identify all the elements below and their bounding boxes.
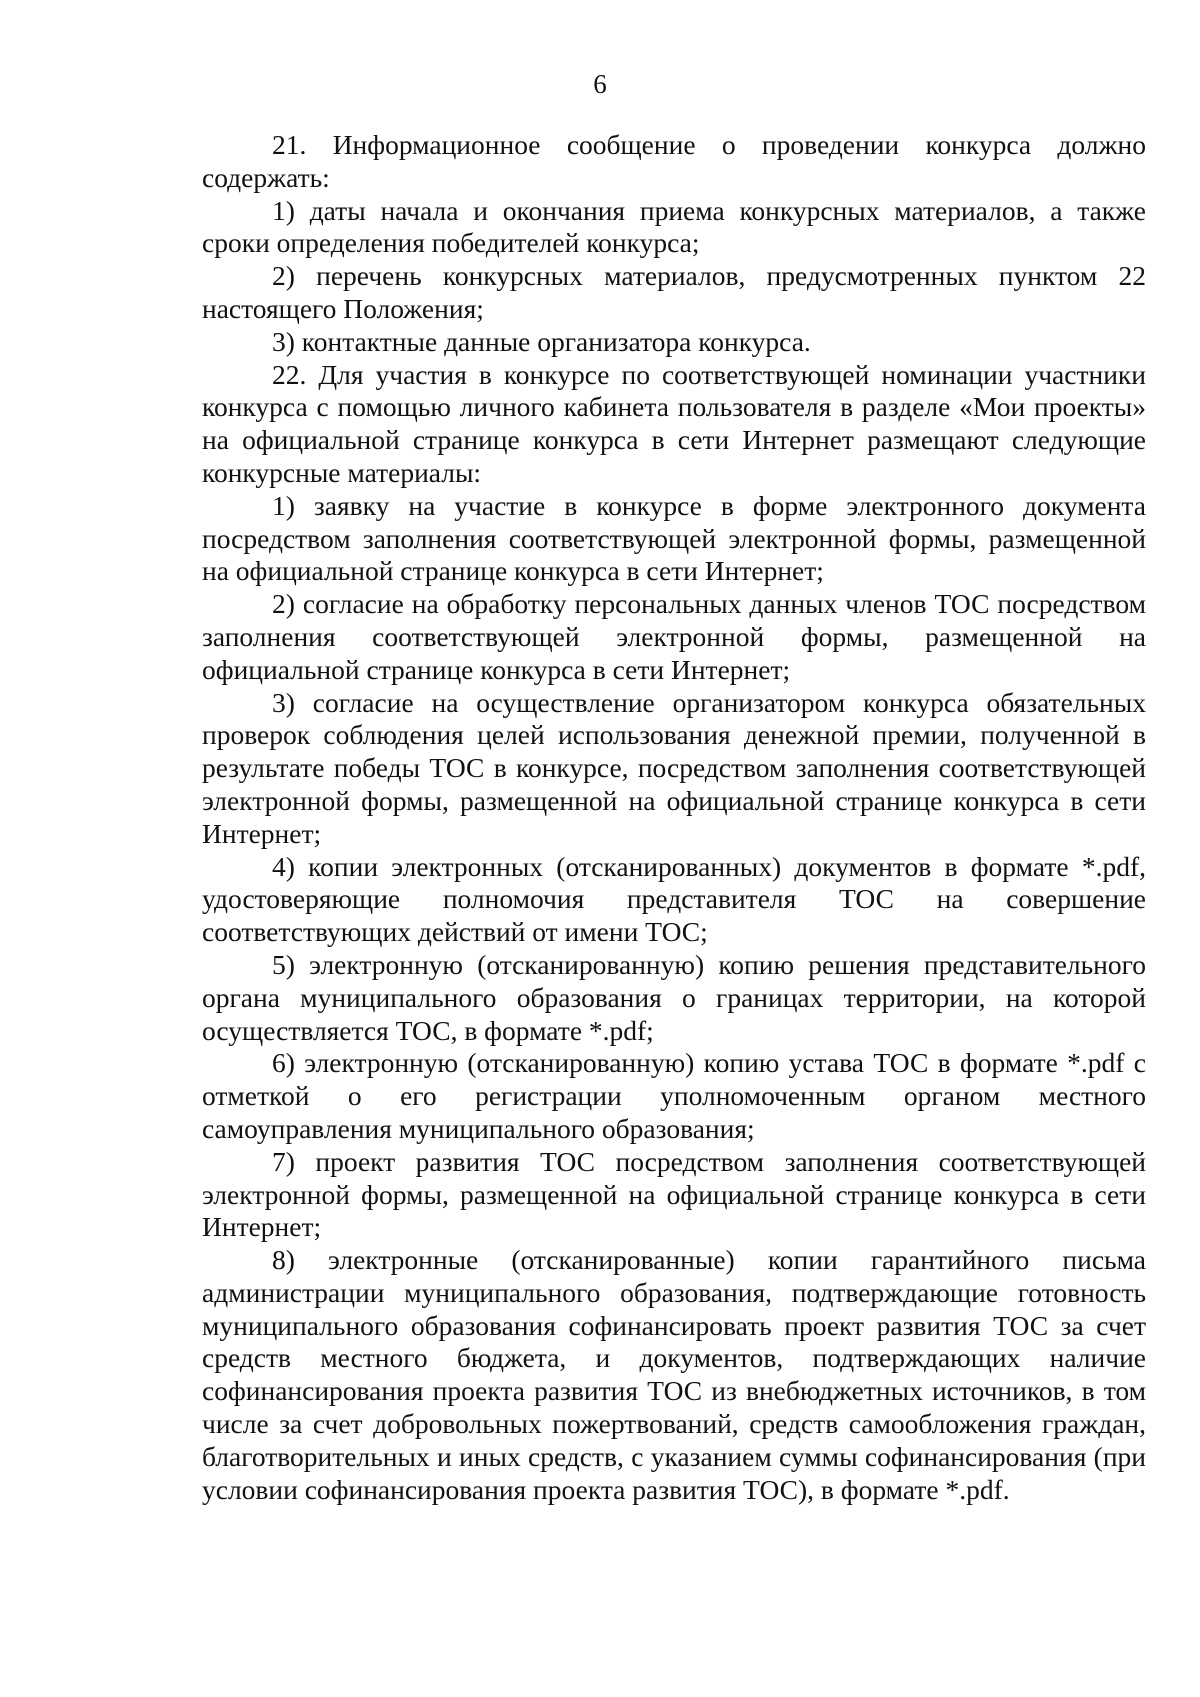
paragraph-21: 21. Информационное сообщение о проведении конкурса должно содержать:	[202, 129, 1146, 193]
document-body	[202, 129, 1146, 1506]
paragraph-22: 22. Для участия в конкурсе по соответствующей номинации участники конкурса с помощью личного кабинета пользователя в разделе «Мои проекты» на официальной странице конкурса в сети Интернет размещают следующие конкурсные материалы:	[202, 358, 1146, 488]
paragraph-22-item-3: 3) согласие на осуществление организатором конкурса обязательных проверок соблюдения целей использования денежной премии, полученной в результате победы ТОС в конкурсе, посредством заполнения соответствующей электронной формы, размещенной на официальной странице конкурса в сети Интернет;	[202, 686, 1146, 849]
paragraph-21-item-2: 2) перечень конкурсных материалов, предусмотренных пунктом 22 настоящего Положения;	[202, 260, 1146, 324]
paragraph-22-item-5: 5) электронную (отсканированную) копию решения представительного органа муниципального образования о границах территории, на которой осуществляется ТОС, в формате *.pdf;	[202, 948, 1146, 1046]
paragraph-22-item-2: 2) согласие на обработку персональных данных членов ТОС посредством заполнения соответствующей электронной формы, размещенной на официальной странице конкурса в сети Интернет;	[202, 588, 1146, 685]
paragraph-22-item-7: 7) проект развития ТОС посредством заполнения соответствующей электронной формы, размещенной на официальной странице конкурса в сети Интернет;	[202, 1145, 1146, 1243]
paragraph-22-item-6: 6) электронную (отсканированную) копию устава ТОС в формате *.pdf с отметкой о его регистрации уполномоченным органом местного самоуправления муниципального образования;	[202, 1047, 1146, 1144]
paragraph-22-item-8: 8) электронные (отсканированные) копии гарантийного письма администрации муниципального образования, подтверждающие готовность муниципального образования софинансировать проект развития ТОС за счет средств местного бюджета, и документов, подтверждающих наличие софинансирования проекта развития ТОС из внебюджетных источников, в том числе за счет добровольных пожертвований, средств самообложения граждан, благотворительных и иных средств, с указанием суммы софинансирования (при условии софинансирования проекта развития ТОС), в формате *.pdf.	[202, 1244, 1146, 1505]
paragraph-22-item-1: 1) заявку на участие в конкурсе в форме электронного документа посредством заполнения соответствующей электронной формы, размещенной на официальной странице конкурса в сети Интернет;	[202, 489, 1146, 587]
paragraph-21-item-1: 1) даты начала и окончания приема конкурсных материалов, а также сроки определения победителей конкурса;	[202, 194, 1146, 259]
paragraph-21-item-3: 3) контактные данные организатора конкурса.	[272, 325, 811, 357]
page-number: 6	[593, 69, 607, 99]
paragraph-22-item-4: 4) копии электронных (отсканированных) документов в формате *.pdf, удостоверяющие полномочия представителя ТОС на совершение соответствующих действий от имени ТОС;	[202, 850, 1146, 948]
